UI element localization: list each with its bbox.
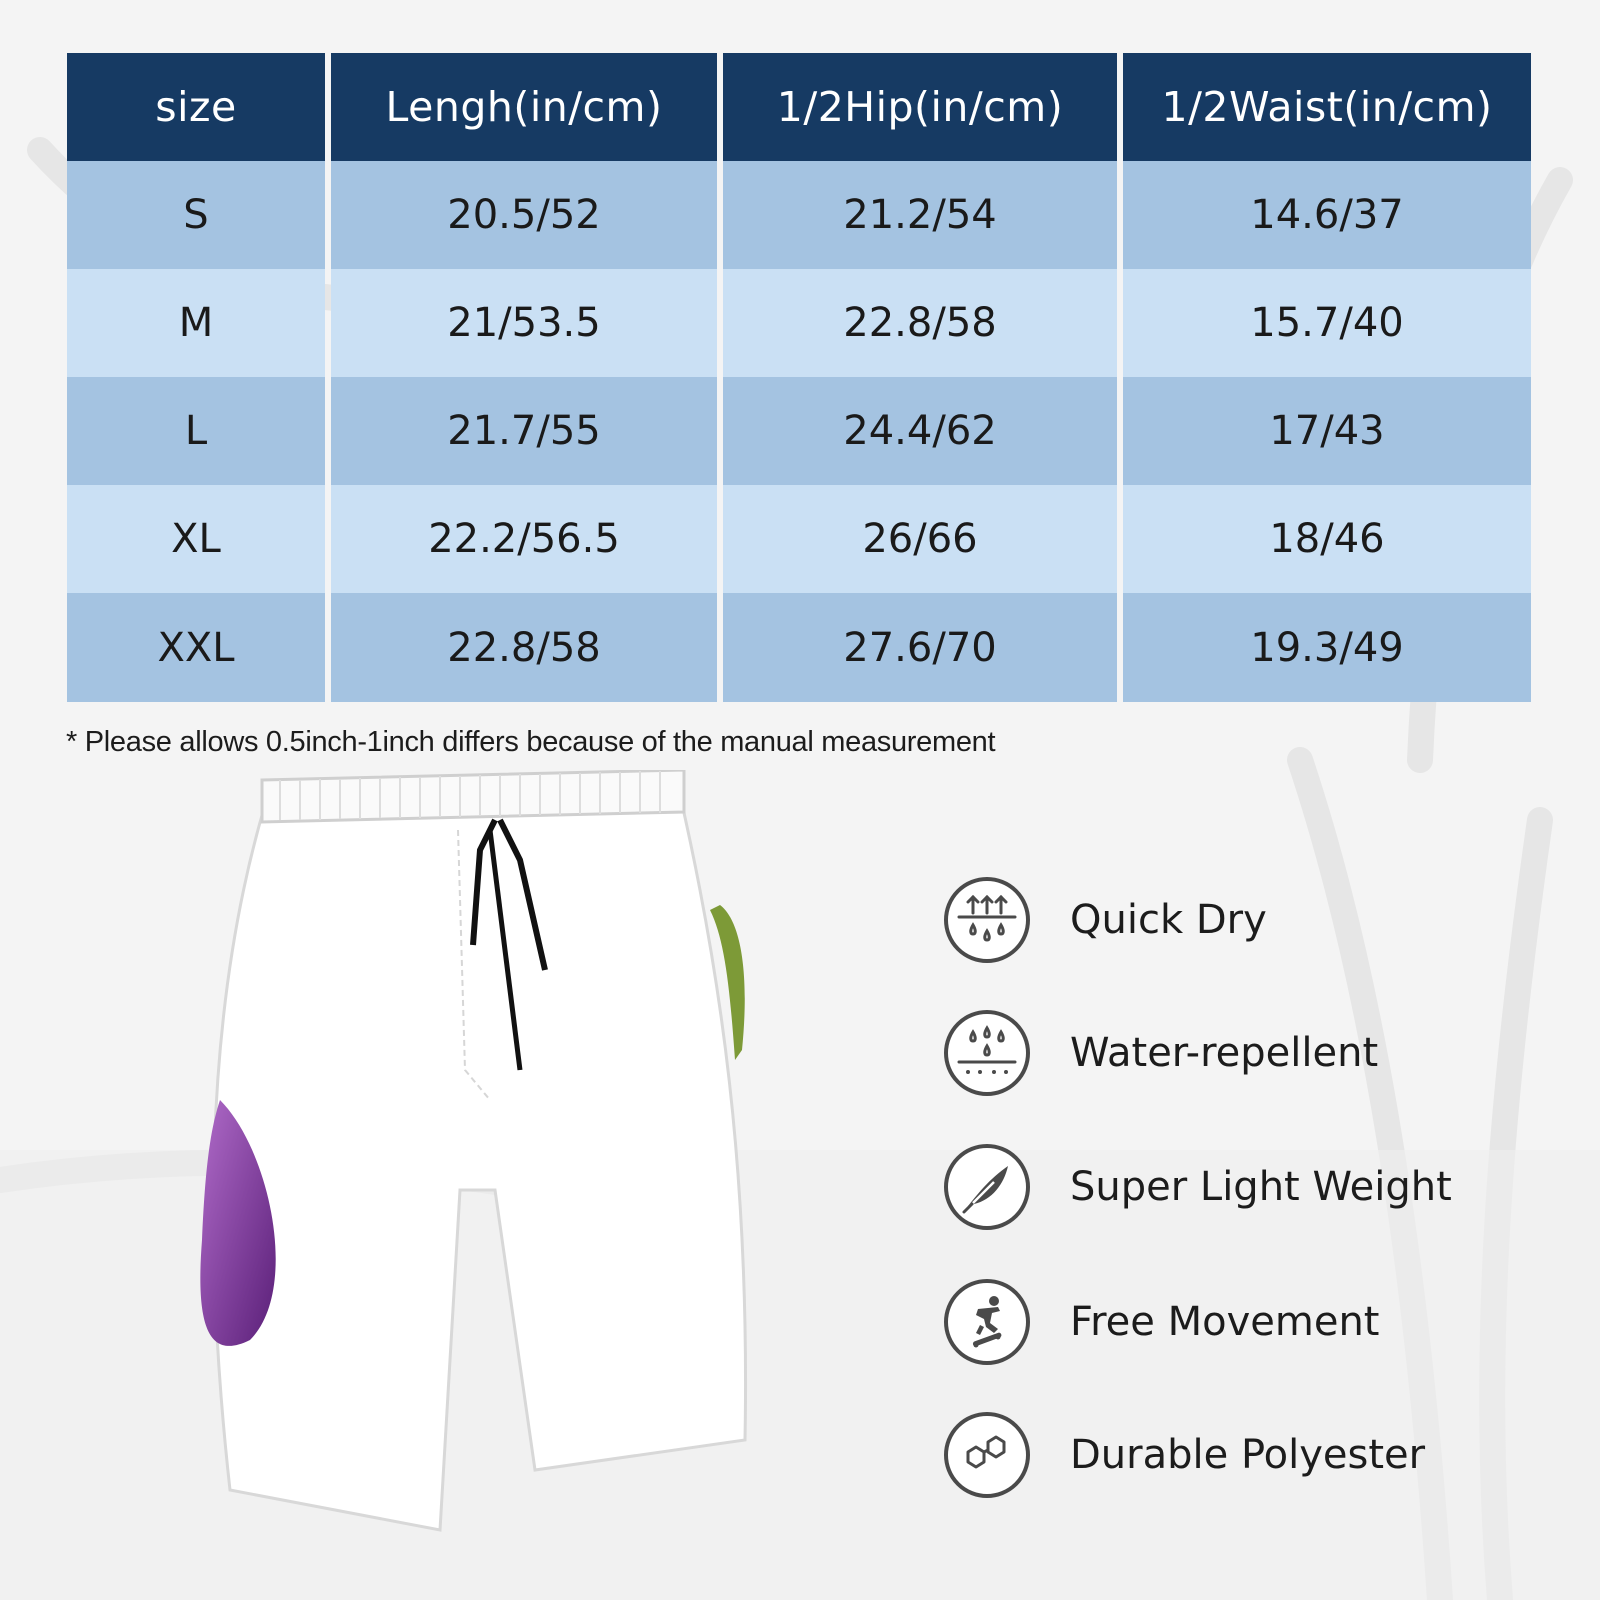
header-size: size bbox=[67, 53, 325, 161]
cell-half-waist: 14.6/37 bbox=[1123, 161, 1531, 269]
cell-size: L bbox=[67, 377, 325, 485]
size-table bbox=[61, 53, 1537, 702]
cell-length: 22.2/56.5 bbox=[331, 485, 717, 593]
cell-size: XXL bbox=[67, 593, 325, 702]
cell-half-waist: 18/46 bbox=[1123, 485, 1531, 593]
cell-half-waist: 15.7/40 bbox=[1123, 269, 1531, 377]
measurement-note: * Please allows 0.5inch-1inch differs because of the manual measurement bbox=[66, 726, 996, 758]
feature-label: Quick Dry bbox=[1070, 897, 1267, 943]
feature-label: Water-repellent bbox=[1070, 1030, 1379, 1076]
quick-dry-icon bbox=[944, 877, 1030, 963]
size-chart bbox=[67, 53, 1537, 702]
feature-water-repellent bbox=[944, 1010, 1378, 1096]
table-header-row bbox=[67, 53, 1531, 161]
cell-half-hip: 21.2/54 bbox=[723, 161, 1117, 269]
feature-label: Durable Polyester bbox=[1070, 1432, 1426, 1478]
feature-durable-polyester bbox=[944, 1412, 1425, 1498]
cell-half-hip: 26/66 bbox=[723, 485, 1117, 593]
cell-half-hip: 27.6/70 bbox=[723, 593, 1117, 702]
table-row bbox=[67, 377, 1531, 485]
cell-length: 22.8/58 bbox=[331, 593, 717, 702]
table-row bbox=[67, 269, 1531, 377]
cell-half-hip: 22.8/58 bbox=[723, 269, 1117, 377]
skateboarder-icon bbox=[944, 1279, 1030, 1365]
cell-length: 21.7/55 bbox=[331, 377, 717, 485]
cell-half-waist: 19.3/49 bbox=[1123, 593, 1531, 702]
feature-label: Super Light Weight bbox=[1070, 1164, 1452, 1210]
cell-length: 21/53.5 bbox=[331, 269, 717, 377]
cell-length: 20.5/52 bbox=[331, 161, 717, 269]
feature-label: Free Movement bbox=[1070, 1299, 1380, 1345]
table-row bbox=[67, 161, 1531, 269]
cell-size: XL bbox=[67, 485, 325, 593]
feature-super-light-weight bbox=[944, 1144, 1452, 1230]
cell-half-hip: 24.4/62 bbox=[723, 377, 1117, 485]
water-repellent-icon bbox=[944, 1010, 1030, 1096]
feature-quick-dry bbox=[944, 877, 1267, 963]
cell-size: M bbox=[67, 269, 325, 377]
cell-half-waist: 17/43 bbox=[1123, 377, 1531, 485]
cell-size: S bbox=[67, 161, 325, 269]
header-half-hip: 1/2Hip(in/cm) bbox=[723, 53, 1117, 161]
header-length: Lengh(in/cm) bbox=[331, 53, 717, 161]
board-shorts-image bbox=[190, 770, 790, 1570]
feature-free-movement bbox=[944, 1279, 1379, 1365]
feather-icon bbox=[944, 1144, 1030, 1230]
table-row bbox=[67, 485, 1531, 593]
polyester-molecule-icon bbox=[944, 1412, 1030, 1498]
table-row bbox=[67, 593, 1531, 702]
header-half-waist: 1/2Waist(in/cm) bbox=[1123, 53, 1531, 161]
